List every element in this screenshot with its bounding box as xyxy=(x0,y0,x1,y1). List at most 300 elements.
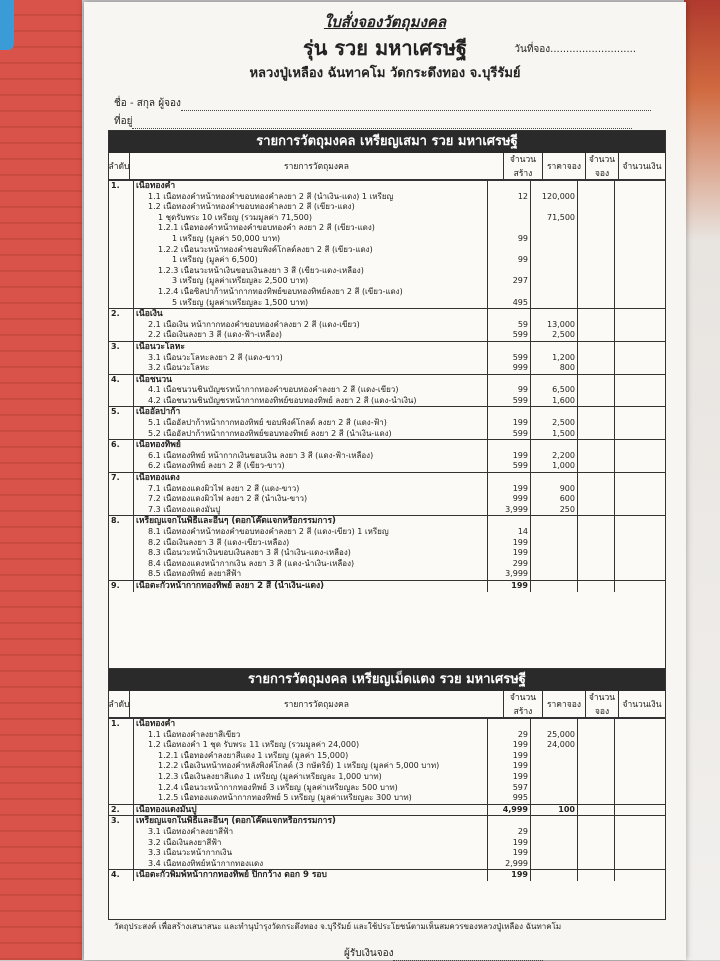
amount-cell[interactable] xyxy=(615,276,665,287)
amount-cell[interactable] xyxy=(615,516,665,527)
amount-cell[interactable] xyxy=(615,353,665,364)
order-qty-cell[interactable] xyxy=(578,838,615,849)
section-sema xyxy=(108,130,666,670)
item-name: 1.2.3 เนื้อนวะหน้าเงินขอบเงินลงยา 3 สี (เขียว-แดง-เหลือง) xyxy=(134,266,488,277)
order-qty-cell[interactable] xyxy=(578,385,615,396)
row-no xyxy=(109,827,134,838)
quantity: 12 xyxy=(488,192,531,203)
order-qty-cell[interactable] xyxy=(578,276,615,287)
table-row xyxy=(109,827,665,838)
item-name: เนื้อทองคำ xyxy=(134,719,488,730)
order-qty-cell[interactable] xyxy=(578,461,615,472)
amount-cell[interactable] xyxy=(615,559,665,570)
table-row xyxy=(109,245,665,256)
order-qty-cell[interactable] xyxy=(578,429,615,440)
amount-cell[interactable] xyxy=(615,181,665,192)
quantity: 599 xyxy=(488,396,531,407)
order-qty-cell[interactable] xyxy=(578,245,615,256)
row-no xyxy=(109,353,134,364)
quantity: 299 xyxy=(488,559,531,570)
row-no: 9. xyxy=(109,581,134,592)
table-row xyxy=(109,461,665,472)
row-no: 1. xyxy=(109,181,134,192)
price: 1,500 xyxy=(531,429,578,440)
table-row xyxy=(109,730,665,741)
order-qty-cell[interactable] xyxy=(578,223,615,234)
price xyxy=(531,816,578,827)
amount-cell[interactable] xyxy=(615,266,665,277)
price xyxy=(531,581,578,592)
amount-cell[interactable] xyxy=(615,838,665,849)
item-name: 5.1 เนื้ออัลปาก้าหน้ากากทองทิพย์ ขอบพิงค์โกลด์ ลงยา 2 สี (แดง-ฟ้า) xyxy=(134,418,488,429)
item-name: 3 เหรียญ (มูลค่าเหรียญละ 2,500 บาท) xyxy=(134,276,488,287)
order-qty-cell[interactable] xyxy=(578,848,615,859)
table-header xyxy=(109,153,665,180)
item-name: 1.2.4 เนื้อนวะหน้ากากทองทิพย์ 3 เหรียญ (มูลค่าเหรียญละ 500 บาท) xyxy=(134,783,488,794)
amount-cell[interactable] xyxy=(615,342,665,353)
quantity: 3,999 xyxy=(488,505,531,516)
item-name: เนื้อทองแดง xyxy=(134,473,488,484)
amount-cell[interactable] xyxy=(615,772,665,783)
price xyxy=(531,309,578,320)
table-row xyxy=(109,320,665,331)
price: 2,500 xyxy=(531,330,578,341)
quantity: 597 xyxy=(488,783,531,794)
amount-cell[interactable] xyxy=(615,320,665,331)
table-row xyxy=(109,538,665,549)
quantity xyxy=(488,440,531,451)
order-qty-cell[interactable] xyxy=(578,234,615,245)
order-qty-cell[interactable] xyxy=(578,859,615,870)
table-row xyxy=(109,484,665,495)
order-qty-cell[interactable] xyxy=(578,266,615,277)
order-qty-cell[interactable] xyxy=(578,816,615,827)
quantity: 999 xyxy=(488,494,531,505)
amount-cell[interactable] xyxy=(615,783,665,794)
quantity: 599 xyxy=(488,429,531,440)
price xyxy=(531,859,578,870)
order-qty-cell[interactable] xyxy=(578,827,615,838)
item-name: เนื้อตะกั่วพิมพ์หน้ากากทองทิพย์ ปิกกว้าง ตอก 9 รอบ xyxy=(134,870,488,881)
col-qty: จำนวนสร้าง xyxy=(504,691,543,717)
quantity xyxy=(488,375,531,386)
item-name: 1 เหรียญ (มูลค่า 6,500) xyxy=(134,255,488,266)
item-name: 3.1 เนื้อทองคำลงยาสีฟ้า xyxy=(134,827,488,838)
price xyxy=(531,761,578,772)
table-row xyxy=(109,869,665,881)
table-row xyxy=(109,287,665,298)
amount-cell[interactable] xyxy=(615,730,665,741)
amount-cell[interactable] xyxy=(615,202,665,213)
price xyxy=(531,559,578,570)
price xyxy=(531,838,578,849)
price: 25,000 xyxy=(531,730,578,741)
amount-cell[interactable] xyxy=(615,870,665,881)
order-qty-cell[interactable] xyxy=(578,320,615,331)
row-no xyxy=(109,730,134,741)
item-name: 1.2.2 เนื้อเงินหน้าทองคำหลังพิงค์โกลด์ (3 กษัตริย์) 1 เหรียญ (มูลค่า 5,000 บาท) xyxy=(134,761,488,772)
quantity: 14 xyxy=(488,527,531,538)
amount-cell[interactable] xyxy=(615,719,665,730)
item-name: 1.1 เนื้อทองคำหน้าทองคำขอบทองคำลงยา 2 สี (น้ำเงิน-แดง) 1 เหรียญ xyxy=(134,192,488,203)
price: 13,000 xyxy=(531,320,578,331)
price: 600 xyxy=(531,494,578,505)
amount-cell[interactable] xyxy=(615,793,665,804)
amount-cell[interactable] xyxy=(615,805,665,816)
row-no: 7. xyxy=(109,473,134,484)
item-name: เนื้อทองทิพย์ xyxy=(134,440,488,451)
item-name: 3.2 เนื้อเงินลงยาสีฟ้า xyxy=(134,838,488,849)
amount-cell[interactable] xyxy=(615,827,665,838)
price xyxy=(531,440,578,451)
item-name: เนื้อชนวน xyxy=(134,375,488,386)
price xyxy=(531,783,578,794)
quantity: 99 xyxy=(488,385,531,396)
date-label: วันที่จอง........................... xyxy=(514,44,636,55)
item-name: เนื้อตะกั่วหน้ากากทองทิพย์ ลงยา 2 สี (น้ำเงิน-แดง) xyxy=(134,581,488,592)
table-row xyxy=(109,266,665,277)
amount-cell[interactable] xyxy=(615,440,665,451)
quantity: 3,999 xyxy=(488,569,531,580)
row-no xyxy=(109,761,134,772)
row-no xyxy=(109,751,134,762)
amount-cell[interactable] xyxy=(615,761,665,772)
amount-cell[interactable] xyxy=(615,494,665,505)
price: 1,600 xyxy=(531,396,578,407)
table-row xyxy=(109,429,665,440)
section-title: รายการวัตถุมงคล เหรียญเม็ดแตง รวย มหาเศรษฐี xyxy=(109,669,665,691)
table-row xyxy=(109,363,665,374)
item-name: 1 เหรียญ (มูลค่า 50,000 บาท) xyxy=(134,234,488,245)
order-qty-cell[interactable] xyxy=(578,494,615,505)
row-no xyxy=(109,223,134,234)
order-qty-cell[interactable] xyxy=(578,527,615,538)
order-qty-cell[interactable] xyxy=(578,202,615,213)
row-no xyxy=(109,245,134,256)
order-qty-cell[interactable] xyxy=(578,407,615,418)
quantity: 199 xyxy=(488,848,531,859)
price xyxy=(531,266,578,277)
order-qty-cell[interactable] xyxy=(578,751,615,762)
order-qty-cell[interactable] xyxy=(578,213,615,224)
background-stripes xyxy=(0,0,82,960)
col-name: รายการวัตถุมงคล xyxy=(130,153,504,179)
quantity: 199 xyxy=(488,418,531,429)
item-name: 1 ชุดรับพระ 10 เหรียญ (รวมมูลค่า 71,500) xyxy=(134,213,488,224)
amount-cell[interactable] xyxy=(615,298,665,309)
item-name: 3.3 เนื้อนวะหน้ากากเงิน xyxy=(134,848,488,859)
col-qty: จำนวนสร้าง xyxy=(504,153,543,179)
row-no: 2. xyxy=(109,309,134,320)
order-qty-cell[interactable] xyxy=(578,581,615,592)
order-qty-cell[interactable] xyxy=(578,309,615,320)
row-no xyxy=(109,484,134,495)
item-name: 1.2 เนื้อทองคำหน้าทองคำขอบทองคำลงยา 2 สี (เขียว-แดง) xyxy=(134,202,488,213)
order-qty-cell[interactable] xyxy=(578,298,615,309)
item-name: 7.1 เนื้อทองแดงผิวไฟ ลงยา 2 สี (แดง-ขาว) xyxy=(134,484,488,495)
item-name: 5 เหรียญ (มูลค่าเหรียญละ 1,500 บาท) xyxy=(134,298,488,309)
row-no xyxy=(109,793,134,804)
amount-cell[interactable] xyxy=(615,309,665,320)
item-name: 6.1 เนื้อทองทิพย์ หน้ากากเงินขอบเงิน ลงยา 3 สี (แดง-ฟ้า-เหลือง) xyxy=(134,451,488,462)
quantity: 29 xyxy=(488,730,531,741)
quantity xyxy=(488,309,531,320)
row-no xyxy=(109,266,134,277)
quantity: 199 xyxy=(488,740,531,751)
order-qty-cell[interactable] xyxy=(578,516,615,527)
amount-cell[interactable] xyxy=(615,234,665,245)
quantity: 199 xyxy=(488,484,531,495)
item-name: เนื้อทองแดงมันปู xyxy=(134,805,488,816)
item-name: เนื้อเงิน xyxy=(134,309,488,320)
item-name: 1.1 เนื้อทองคำลงยาสีเขียว xyxy=(134,730,488,741)
order-qty-cell[interactable] xyxy=(578,418,615,429)
amount-cell[interactable] xyxy=(615,538,665,549)
item-name: 3.1 เนื้อนวะโลหะลงยา 2 สี (แดง-ขาว) xyxy=(134,353,488,364)
item-name: 1.2.4 เนื้อซิลปาก้าหน้ากากทองทิพย์ขอบทองทิพย์ลงยา 2 สี (เขียว-แดง) xyxy=(134,287,488,298)
col-amount: จำนวนเงิน xyxy=(622,700,662,710)
order-qty-cell[interactable] xyxy=(578,375,615,386)
amount-cell[interactable] xyxy=(615,740,665,751)
row-no xyxy=(109,202,134,213)
item-name: เหรียญแจกในพิธีและอื่นๆ (ดอกโค๊ตแจกหรือกรรมการ) xyxy=(134,516,488,527)
table-row xyxy=(109,213,665,224)
table-row xyxy=(109,276,665,287)
table-row xyxy=(109,859,665,870)
price: 2,200 xyxy=(531,451,578,462)
amount-cell[interactable] xyxy=(615,505,665,516)
table-body xyxy=(109,718,665,881)
row-no xyxy=(109,255,134,266)
row-no xyxy=(109,276,134,287)
quantity: 99 xyxy=(488,255,531,266)
order-qty-cell[interactable] xyxy=(578,761,615,772)
amount-cell[interactable] xyxy=(615,363,665,374)
item-name: 2.2 เนื้อเงินลงยา 3 สี (แดง-ฟ้า-เหลือง) xyxy=(134,330,488,341)
order-qty-cell[interactable] xyxy=(578,330,615,341)
item-name: 1.2.2 เนื้อนวะหน้าทองคำขอบพิงค์โกลด์ลงยา 2 สี (เขียว-แดง) xyxy=(134,245,488,256)
item-name: เนื้อทองคำ xyxy=(134,181,488,192)
order-qty-cell[interactable] xyxy=(578,255,615,266)
quantity xyxy=(488,473,531,484)
amount-cell[interactable] xyxy=(615,461,665,472)
quantity xyxy=(488,181,531,192)
order-qty-cell[interactable] xyxy=(578,181,615,192)
order-qty-cell[interactable] xyxy=(578,548,615,559)
row-no: 5. xyxy=(109,407,134,418)
order-form xyxy=(84,2,686,960)
amount-cell[interactable] xyxy=(615,473,665,484)
order-qty-cell[interactable] xyxy=(578,396,615,407)
amount-cell[interactable] xyxy=(615,548,665,559)
amount-cell[interactable] xyxy=(615,527,665,538)
row-no xyxy=(109,548,134,559)
quantity xyxy=(488,266,531,277)
item-name: 8.1 เนื้อทองคำหน้าทองคำขอบทองคำลงยา 2 สี (แดง-เขียว) 1 เหรียญ xyxy=(134,527,488,538)
amount-cell[interactable] xyxy=(615,484,665,495)
item-name: เหรียญแจกในพิธีและอื่นๆ (ดอกโค๊ตแจกหรือกรรมการ) xyxy=(134,816,488,827)
amount-cell[interactable] xyxy=(615,245,665,256)
table-row xyxy=(109,396,665,407)
price xyxy=(531,276,578,287)
table-row xyxy=(109,804,665,816)
item-name: 1.2.1 เนื้อทองคำลงยาสีแดง 1 เหรียญ (มูลค่า 15,000) xyxy=(134,751,488,762)
amount-cell[interactable] xyxy=(615,396,665,407)
order-qty-cell[interactable] xyxy=(578,353,615,364)
price xyxy=(531,473,578,484)
table-row xyxy=(109,255,665,266)
amount-cell[interactable] xyxy=(615,192,665,203)
order-qty-cell[interactable] xyxy=(578,451,615,462)
amount-cell[interactable] xyxy=(615,407,665,418)
price xyxy=(531,719,578,730)
section-metdaeng xyxy=(108,668,666,920)
amount-cell[interactable] xyxy=(615,859,665,870)
col-price: ราคาจอง xyxy=(543,691,586,717)
order-qty-cell[interactable] xyxy=(578,192,615,203)
row-no xyxy=(109,461,134,472)
amount-cell[interactable] xyxy=(615,375,665,386)
row-no xyxy=(109,569,134,580)
row-no xyxy=(109,298,134,309)
name-field[interactable] xyxy=(114,96,651,111)
table-row xyxy=(109,418,665,429)
background-right xyxy=(684,0,720,960)
item-name: 4.1 เนื้อชนวนชินบัญชรหน้ากากทองคำขอบทองคำลงยา 2 สี (แดง-เขียว) xyxy=(134,385,488,396)
amount-cell[interactable] xyxy=(615,255,665,266)
quantity xyxy=(488,342,531,353)
form-title: ใบสั่งจองวัตถุมงคล xyxy=(323,13,447,31)
quantity: 4,999 xyxy=(488,805,531,816)
table-row xyxy=(109,783,665,794)
col-price: ราคาจอง xyxy=(543,153,586,179)
quantity: 199 xyxy=(488,548,531,559)
address-field[interactable] xyxy=(114,114,632,129)
row-no xyxy=(109,783,134,794)
table-body xyxy=(109,180,665,592)
table-row xyxy=(109,527,665,538)
order-qty-cell[interactable] xyxy=(578,342,615,353)
order-qty-cell[interactable] xyxy=(578,538,615,549)
quantity: 199 xyxy=(488,581,531,592)
order-qty-cell[interactable] xyxy=(578,740,615,751)
price: 900 xyxy=(531,484,578,495)
row-no xyxy=(109,418,134,429)
order-qty-cell[interactable] xyxy=(578,793,615,804)
table-row xyxy=(109,838,665,849)
amount-cell[interactable] xyxy=(615,330,665,341)
amount-cell[interactable] xyxy=(615,429,665,440)
price: 1,000 xyxy=(531,461,578,472)
section-title: รายการวัตถุมงคล เหรียญเสมา รวย มหาเศรษฐี xyxy=(109,131,665,153)
order-qty-cell[interactable] xyxy=(578,569,615,580)
row-no: 6. xyxy=(109,440,134,451)
order-qty-cell[interactable] xyxy=(578,719,615,730)
col-no: ลำดับ xyxy=(109,153,130,179)
order-qty-cell[interactable] xyxy=(578,772,615,783)
order-qty-cell[interactable] xyxy=(578,783,615,794)
amount-cell[interactable] xyxy=(615,569,665,580)
table-row xyxy=(109,740,665,751)
price xyxy=(531,287,578,298)
order-qty-cell[interactable] xyxy=(578,440,615,451)
amount-cell[interactable] xyxy=(615,213,665,224)
table-row xyxy=(109,569,665,580)
amount-cell[interactable] xyxy=(615,848,665,859)
quantity xyxy=(488,213,531,224)
order-qty-cell[interactable] xyxy=(578,870,615,881)
price: 100 xyxy=(531,805,578,816)
quantity: 599 xyxy=(488,353,531,364)
col-order-qty: จำนวนจอง xyxy=(586,691,619,717)
table-row xyxy=(109,202,665,213)
row-no: 3. xyxy=(109,816,134,827)
item-name: 5.2 เนื้ออัลปาก้าหน้ากากทองทิพย์ขอบทองทิพย์ ลงยา 2 สี (น้ำเงิน-แดง) xyxy=(134,429,488,440)
row-no xyxy=(109,859,134,870)
amount-cell[interactable] xyxy=(615,223,665,234)
row-no: 2. xyxy=(109,805,134,816)
amount-cell[interactable] xyxy=(615,816,665,827)
quantity: 199 xyxy=(488,451,531,462)
item-name: 1.2.3 เนื้อเงินลงยาสีแดง 1 เหรียญ (มูลค่าเหรียญละ 1,000 บาท) xyxy=(134,772,488,783)
temple-title: หลวงปู่เหลือง ฉันทาคโม วัดกระดึงทอง จ.บุรีรัมย์ xyxy=(249,66,521,81)
quantity: 599 xyxy=(488,330,531,341)
price xyxy=(531,516,578,527)
table-row xyxy=(109,793,665,804)
item-name: 7.2 เนื้อทองแดงผิวไฟ ลงยา 2 สี (น้ำเงิน-ขาว) xyxy=(134,494,488,505)
table-row xyxy=(109,761,665,772)
row-no xyxy=(109,396,134,407)
order-qty-cell[interactable] xyxy=(578,805,615,816)
table-row xyxy=(109,559,665,570)
quantity xyxy=(488,719,531,730)
order-qty-cell[interactable] xyxy=(578,287,615,298)
table-row xyxy=(109,580,665,592)
price: 2,500 xyxy=(531,418,578,429)
amount-cell[interactable] xyxy=(615,385,665,396)
order-qty-cell[interactable] xyxy=(578,473,615,484)
order-qty-cell[interactable] xyxy=(578,559,615,570)
order-qty-cell[interactable] xyxy=(578,363,615,374)
item-name: 8.2 เนื้อเงินลงยา 3 สี (แดง-เขียว-เหลือง) xyxy=(134,538,488,549)
quantity xyxy=(488,516,531,527)
receiver-text: ผู้รับเงินจอง xyxy=(344,948,394,959)
price xyxy=(531,298,578,309)
amount-cell[interactable] xyxy=(615,751,665,762)
quantity: 297 xyxy=(488,276,531,287)
quantity: 199 xyxy=(488,838,531,849)
row-no: 3. xyxy=(109,342,134,353)
item-name: 6.2 เนื้อทองทิพย์ ลงยา 2 สี (เขียว-ขาว) xyxy=(134,461,488,472)
item-name: เนื้อนวะโลหะ xyxy=(134,342,488,353)
order-qty-cell[interactable] xyxy=(578,505,615,516)
table-row xyxy=(109,772,665,783)
amount-cell[interactable] xyxy=(615,287,665,298)
amount-cell[interactable] xyxy=(615,451,665,462)
amount-cell[interactable] xyxy=(615,581,665,592)
order-qty-cell[interactable] xyxy=(578,484,615,495)
address-label: ที่อยู่ xyxy=(114,116,133,127)
row-no xyxy=(109,385,134,396)
quantity: 29 xyxy=(488,827,531,838)
item-name: 8.5 เนื้อทองทิพย์ ลงยาสีฟ้า xyxy=(134,569,488,580)
order-qty-cell[interactable] xyxy=(578,730,615,741)
price xyxy=(531,848,578,859)
amount-cell[interactable] xyxy=(615,418,665,429)
table-row xyxy=(109,308,665,320)
item-name: เนื้ออัลปาก้า xyxy=(134,407,488,418)
row-no xyxy=(109,234,134,245)
